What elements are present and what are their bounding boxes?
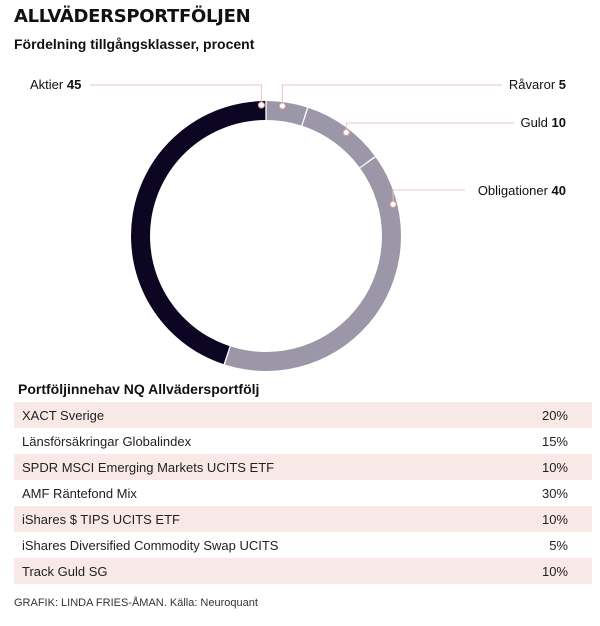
slice-ravaror [267, 101, 307, 125]
source-credit: GRAFIK: LINDA FRIES-ÅMAN. Källa: Neuroquant [14, 597, 258, 609]
leader-dot-aktier [258, 102, 264, 108]
table-row [14, 402, 592, 428]
chart-subtitle: Fördelning tillgångsklasser, procent [14, 36, 255, 52]
leader-dot-obligationer [390, 201, 396, 207]
holding-percent: 10% [541, 511, 568, 527]
leader-dot-guld [343, 129, 349, 135]
holding-percent: 20% [541, 407, 568, 423]
holding-name: Track Guld SG [22, 563, 108, 579]
holding-percent: 5% [549, 537, 568, 553]
data-label-aktier: Aktier 45 [30, 77, 82, 92]
slice-obligationer [225, 157, 401, 371]
data-label-obligationer: Obligationer 40 [477, 183, 566, 198]
table-row [14, 454, 592, 480]
leader-line-aktier [90, 85, 261, 105]
holding-name: iShares $ TIPS UCITS ETF [22, 511, 180, 527]
holding-name: SPDR MSCI Emerging Markets UCITS ETF [22, 459, 275, 475]
holding-name: iShares Diversified Commodity Swap UCITS [22, 537, 279, 553]
table-row [14, 428, 592, 454]
holding-percent: 30% [541, 485, 568, 501]
holding-name: AMF Räntefond Mix [22, 485, 137, 501]
data-label-guld: Guld 10 [520, 115, 566, 130]
leader-line-ravaror [282, 85, 502, 106]
table-row [14, 558, 592, 584]
holdings-table [14, 402, 592, 584]
holding-name: XACT Sverige [22, 407, 105, 423]
holding-percent: 10% [541, 563, 568, 579]
leader-dot-ravaror [279, 103, 285, 109]
holding-percent: 10% [541, 459, 568, 475]
page-title: ALLVÄDERSPORTFÖLJEN [14, 6, 251, 27]
data-label-ravaror: Råvaror 5 [508, 77, 566, 92]
holding-name: Länsförsäkringar Globalindex [22, 433, 192, 449]
donut-chart [0, 60, 600, 378]
leader-line-guld [346, 123, 514, 132]
slice-guld [302, 108, 374, 167]
table-row [14, 480, 592, 506]
leader-line-obligationer [393, 190, 465, 204]
table-row [14, 532, 592, 558]
holdings-title: Portföljinnehav NQ Allvädersportfölj [18, 381, 260, 397]
holding-percent: 15% [541, 433, 568, 449]
slice-aktier [131, 101, 265, 364]
table-row [14, 506, 592, 532]
